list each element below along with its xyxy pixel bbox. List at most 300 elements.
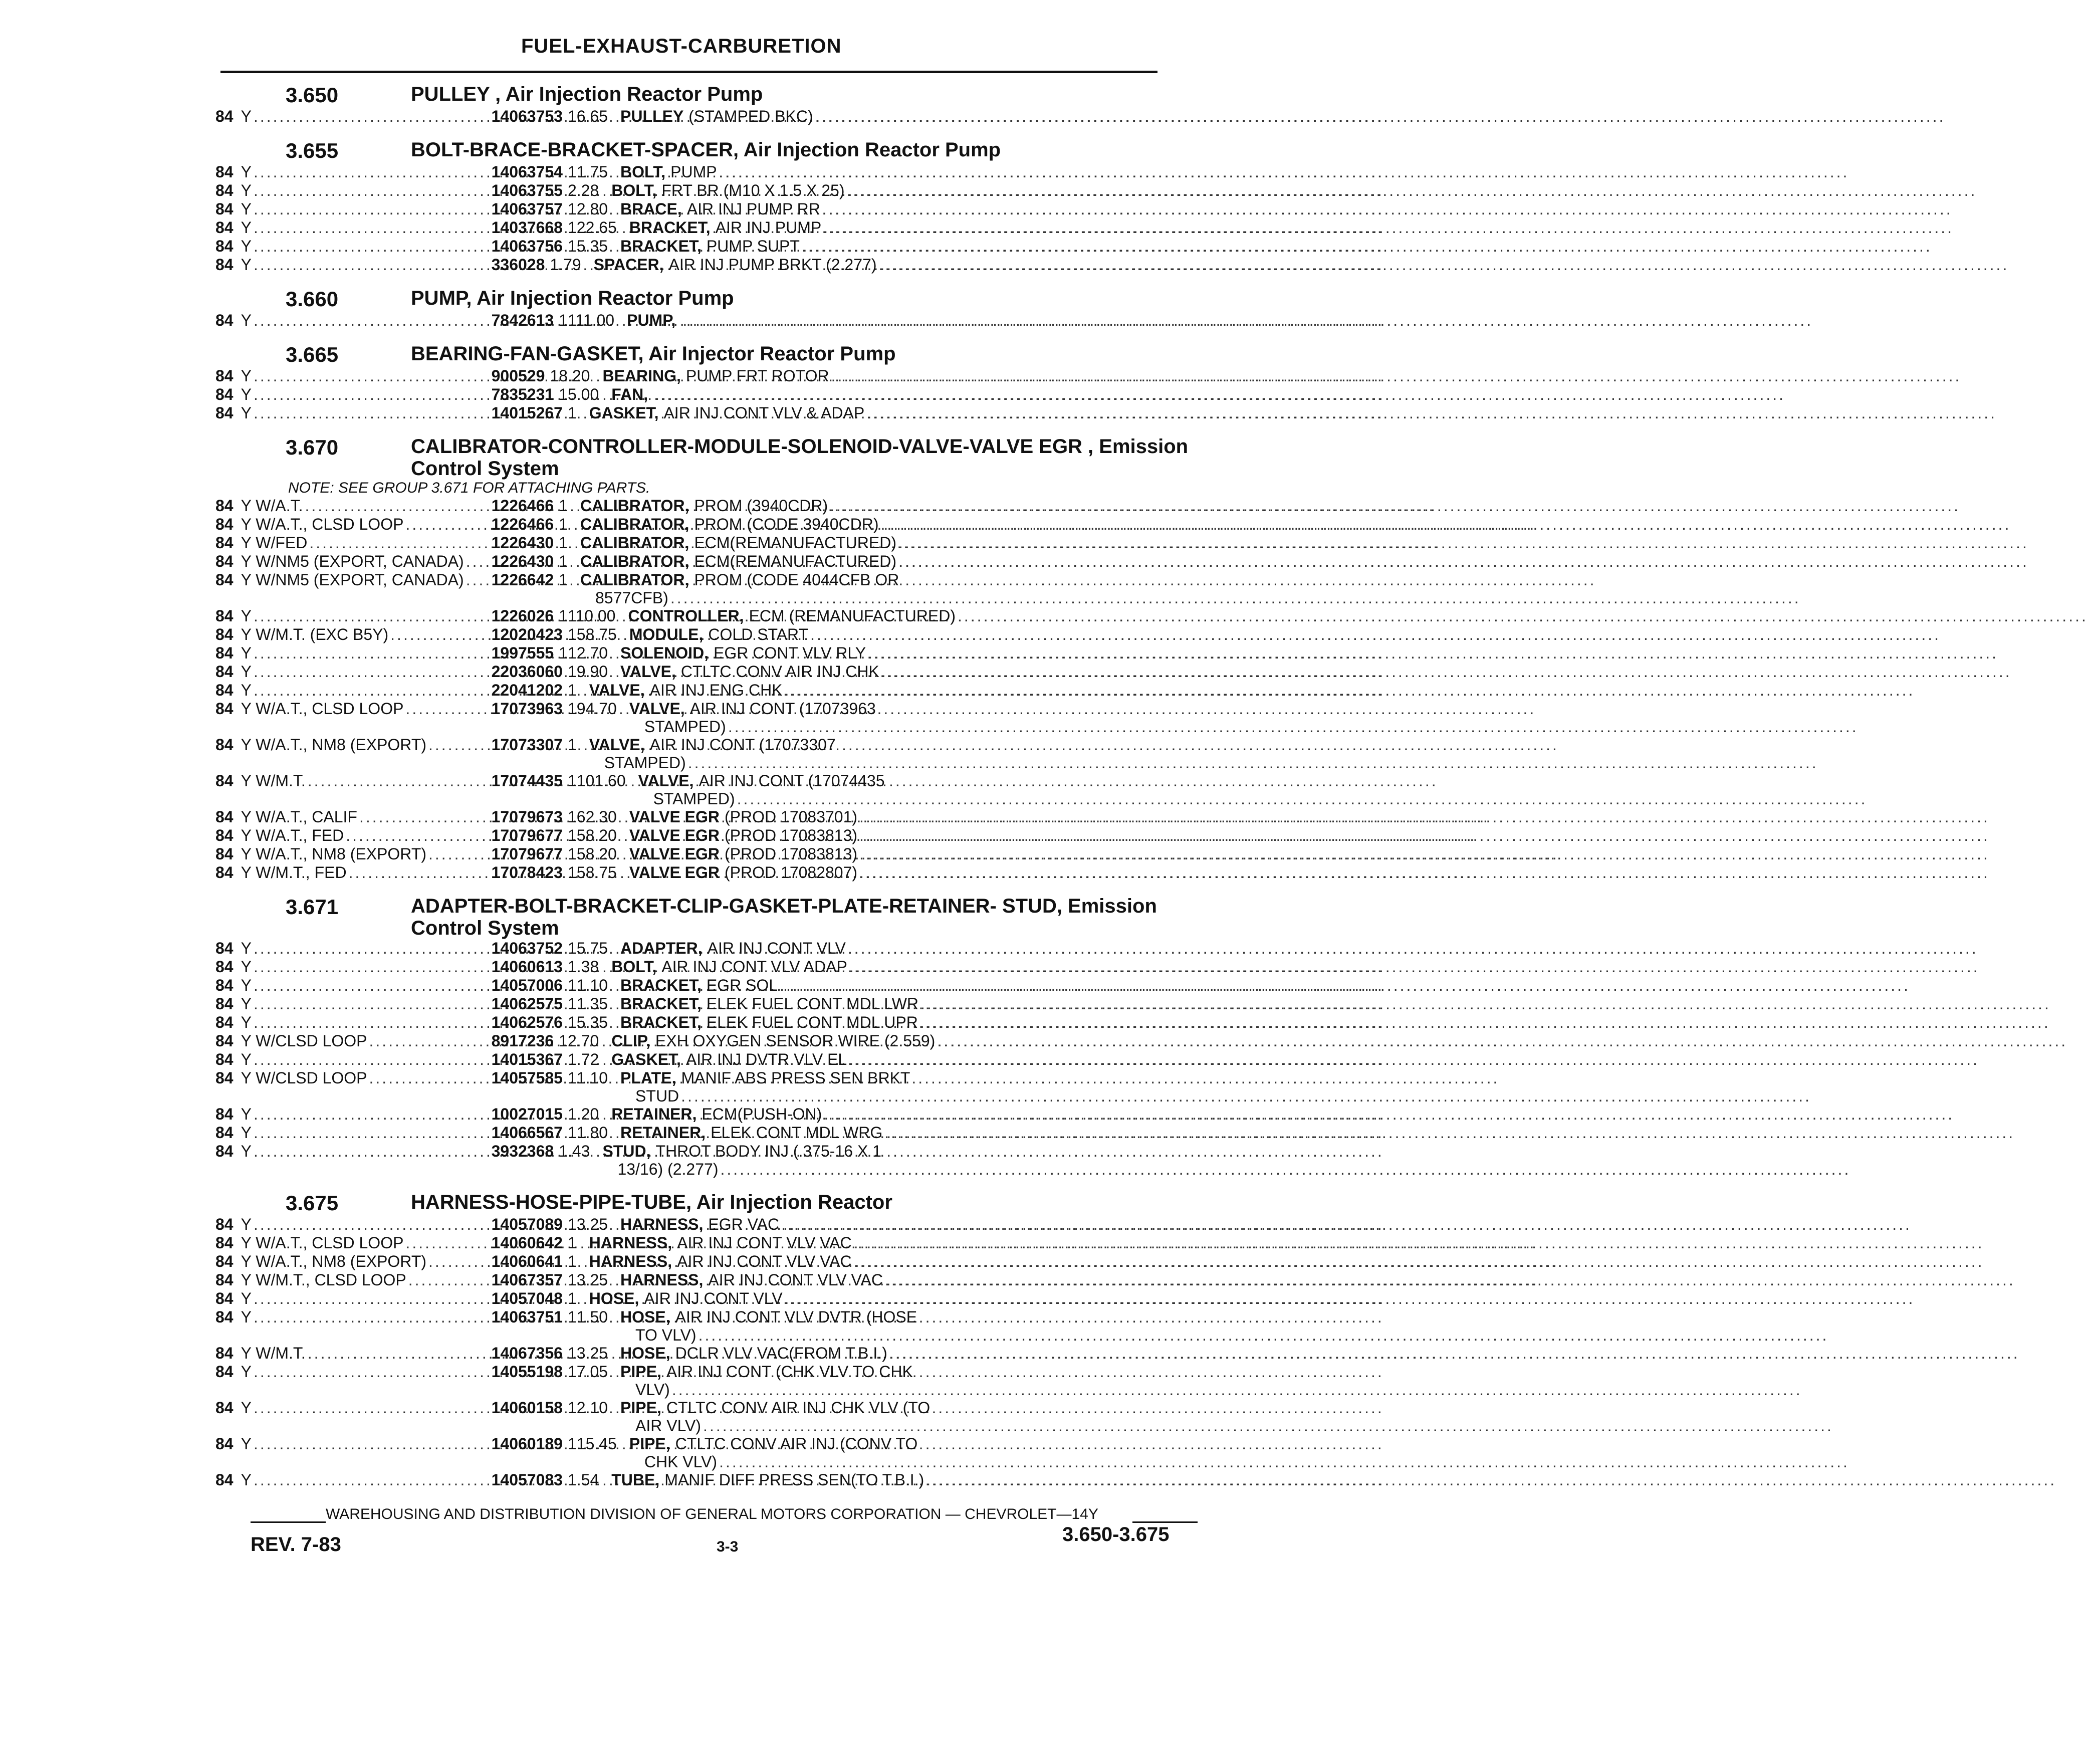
model-year: 84 <box>215 163 234 181</box>
part-row <box>215 1252 1198 1271</box>
price: .54 <box>576 1471 599 1489</box>
leader-dots <box>924 1471 2056 1489</box>
part-row <box>215 845 1198 863</box>
description-line <box>620 644 1998 662</box>
usage <box>234 385 492 403</box>
model-year: 84 <box>215 958 234 976</box>
part-name: RETAINER, <box>620 1124 706 1142</box>
model-year: 84 <box>215 1069 234 1087</box>
model-year: 84 <box>215 1344 234 1362</box>
part-number: 17079673 <box>491 808 563 826</box>
usage <box>234 1471 492 1489</box>
price: 1.75 <box>576 163 608 181</box>
usage <box>234 681 492 699</box>
leader-dots <box>879 515 2011 533</box>
price: 1.50 <box>576 1308 608 1326</box>
leader-dots <box>864 404 1997 422</box>
part-row <box>215 1032 1198 1050</box>
section-number: 3.670 <box>286 435 339 459</box>
quantity: 1 <box>567 736 577 754</box>
quantity: 1 <box>567 1271 577 1289</box>
part-number: 14057585 <box>491 1069 563 1087</box>
part-name: VALVE EGR <box>629 808 720 826</box>
quantity: 1 <box>567 1308 577 1326</box>
description <box>620 237 1932 255</box>
part-number: 1226026 <box>491 607 554 625</box>
usage-text: Y W/M.T., CLSD LOOP <box>241 1271 406 1289</box>
model-year: 84 <box>215 808 234 826</box>
price: 22.65 <box>576 218 617 237</box>
quantity: 1 <box>559 571 568 589</box>
part-name: BRACKET, <box>620 1013 702 1031</box>
part-number: 22036060 <box>491 663 563 681</box>
part-spec: AIR INJ CONT VLV ADAP <box>661 958 847 976</box>
part-spec-continued: TO VLV) <box>635 1326 697 1344</box>
usage-text: Y W/A.T., NM8 (EXPORT) <box>241 736 427 754</box>
description <box>620 976 1910 994</box>
quantity: 1 <box>567 1069 577 1087</box>
leader-dots <box>820 200 1953 218</box>
description-line <box>589 1252 1984 1270</box>
leader-dots <box>653 385 1785 403</box>
leader-dots <box>701 1417 1833 1435</box>
leader-dots <box>697 1326 1829 1344</box>
leader-dots <box>726 718 1859 736</box>
part-spec: ECM(REMANUFACTURED) <box>694 552 896 570</box>
part-number: 1226642 <box>491 571 554 589</box>
usage-text: Y W/M.T. <box>241 772 306 790</box>
quantity: 1 <box>567 845 577 863</box>
part-number: 14067356 <box>491 1344 563 1362</box>
part-number: 12020423 <box>491 625 563 643</box>
part-name: VALVE, <box>629 700 685 718</box>
part-number: 1226430 <box>491 552 554 570</box>
price: .28 <box>576 181 599 199</box>
price: 6.65 <box>576 107 608 125</box>
page-header-title: FUEL-EXHAUST-CARBURETION <box>521 35 842 57</box>
part-number: 1226430 <box>491 534 554 552</box>
part-spec: AIR INJ CONT VLV <box>644 1289 783 1307</box>
description <box>620 1069 1811 1105</box>
part-spec: AIR INJ CONT VLV VAC <box>677 1252 852 1270</box>
part-spec: PROM (3940CDR) <box>694 497 828 515</box>
leader-dots <box>935 1032 2067 1050</box>
leader-dots <box>852 1234 1984 1252</box>
usage <box>234 808 492 826</box>
price: 2.10 <box>576 1399 608 1417</box>
model-year: 84 <box>215 218 234 237</box>
usage-text: Y <box>241 200 252 218</box>
section-title: ADAPTER-BOLT-BRACKET-CLIP-GASKET-PLATE-RETAINER- STUD, Emission Control System <box>411 895 1157 939</box>
part-spec: (PROD 17083813) <box>725 826 858 844</box>
part-name: BOLT, <box>611 181 657 199</box>
part-name: PIPE, <box>620 1399 661 1417</box>
section-number: 3.671 <box>286 895 339 919</box>
leader-dots <box>670 1381 1802 1399</box>
description <box>629 808 1990 826</box>
usage <box>234 736 492 754</box>
description <box>620 1399 1833 1435</box>
part-spec: EGR VAC <box>708 1215 780 1233</box>
model-year: 84 <box>215 1308 234 1326</box>
part-row <box>215 663 1198 681</box>
part-name: CALIBRATOR, <box>580 552 689 570</box>
usage-text: Y W/A.T., CLSD LOOP <box>241 1234 404 1252</box>
usage <box>234 552 492 570</box>
quantity: 1 <box>559 515 568 533</box>
part-row <box>215 1215 1198 1234</box>
quantity: 1 <box>567 1289 577 1307</box>
usage-text: Y W/CLSD LOOP <box>241 1069 367 1087</box>
part-row <box>215 1069 1198 1105</box>
description-continued <box>620 1326 1828 1344</box>
leader-dots <box>887 1344 2020 1362</box>
usage <box>234 1142 492 1160</box>
model-year: 84 <box>215 534 234 552</box>
quantity: 1 <box>559 1142 568 1160</box>
quantity: 1 <box>567 1050 577 1068</box>
description-line <box>620 1399 1833 1417</box>
usage-text: Y <box>241 163 252 181</box>
part-row <box>215 736 1198 772</box>
description <box>589 1252 1984 1270</box>
price: 2.80 <box>576 200 608 218</box>
description-line <box>611 1032 2067 1050</box>
description <box>620 200 1953 218</box>
quantity: 1 <box>559 552 568 570</box>
part-number: 14067357 <box>491 1271 563 1289</box>
section-header <box>215 892 1198 939</box>
usage <box>234 958 492 976</box>
description <box>580 515 2011 533</box>
leader-dots <box>876 256 2009 274</box>
part-row <box>215 1050 1198 1069</box>
part-name: HARNESS, <box>620 1215 704 1233</box>
part-number: 14063755 <box>491 181 563 199</box>
usage <box>234 237 492 255</box>
description-line <box>594 256 2009 274</box>
price: 110.00 <box>567 607 616 625</box>
description-line <box>620 200 1953 218</box>
part-spec: AIR INJ CONT VLV <box>707 939 846 957</box>
price: 94.70 <box>576 700 617 718</box>
part-name: PIPE, <box>629 1435 670 1453</box>
description <box>620 163 1849 181</box>
price: .72 <box>576 1050 599 1068</box>
quantity: 1 <box>567 237 577 255</box>
usage-text: Y <box>241 976 252 994</box>
part-row <box>215 772 1198 808</box>
part-spec: EXH OXYGEN SENSOR WIRE (2.559) <box>655 1032 936 1050</box>
usage <box>234 367 492 385</box>
usage-text: Y <box>241 256 252 274</box>
part-spec: CTLTC CONV AIR INJ (CONV TO <box>675 1435 918 1453</box>
description <box>620 995 2051 1013</box>
model-year: 84 <box>215 1271 234 1289</box>
description <box>580 534 2029 552</box>
footer-division: WAREHOUSING AND DISTRIBUTION DIVISION OF GENERAL MOTORS CORPORATION — CHEVROLET—14Y <box>326 1506 1098 1522</box>
model-year: 84 <box>215 772 234 790</box>
part-name: PULLEY <box>620 107 684 125</box>
model-year: 84 <box>215 1013 234 1031</box>
description <box>594 256 2009 274</box>
description <box>620 644 1998 662</box>
part-spec: COLD START <box>708 625 809 643</box>
part-name: VALVE, <box>638 772 694 790</box>
usage-text: Y <box>241 1363 252 1381</box>
part-name: CALIBRATOR, <box>580 515 689 533</box>
description-line <box>620 1308 1828 1326</box>
quantity: 1 <box>567 826 577 844</box>
description-continued <box>602 1160 1850 1178</box>
usage <box>234 663 492 681</box>
model-year: 84 <box>215 1471 234 1489</box>
part-number: 14062575 <box>491 995 563 1013</box>
usage-text: Y <box>241 367 252 385</box>
description <box>611 181 1977 199</box>
part-number: 14037668 <box>491 218 563 237</box>
description-line <box>638 772 1868 790</box>
price: 5.00 <box>567 385 599 403</box>
price: 3.25 <box>576 1344 608 1362</box>
model-year: 84 <box>215 1142 234 1160</box>
usage <box>234 1050 492 1068</box>
price: 5.75 <box>576 939 608 957</box>
description <box>589 1234 1984 1252</box>
description <box>611 1032 2067 1050</box>
model-year: 84 <box>215 607 234 625</box>
section-number: 3.675 <box>286 1191 339 1215</box>
model-year: 84 <box>215 681 234 699</box>
part-row <box>215 200 1198 218</box>
usage-text: Y <box>241 1435 252 1453</box>
part-spec-continued: 13/16) (2.277) <box>617 1160 719 1178</box>
quantity: 1 <box>567 218 577 237</box>
part-number: 14015367 <box>491 1050 563 1068</box>
description-line <box>629 808 1990 826</box>
description-continued <box>589 754 1818 772</box>
part-spec: MANIF ABS PRESS SEN BRKT <box>681 1069 910 1087</box>
usage <box>234 863 492 881</box>
description-line <box>580 497 1960 515</box>
part-spec: ELEK FUEL CONT MDL LWR <box>706 995 919 1013</box>
section-header <box>215 432 1198 480</box>
quantity: 1 <box>559 644 568 662</box>
leader-dots <box>717 163 1849 181</box>
section-title: BOLT-BRACE-BRACKET-SPACER, Air Injection Reactor Pump <box>411 139 1001 161</box>
leader-dots <box>883 1271 2015 1289</box>
leader-dots <box>882 1124 2015 1142</box>
usage <box>234 163 492 181</box>
description-line <box>629 700 1859 718</box>
model-year: 84 <box>215 845 234 863</box>
part-number: 7842613 <box>491 311 554 329</box>
part-spec: AIR INJ CONT VLV & ADAP <box>663 404 865 422</box>
description-line <box>629 625 1941 643</box>
leader-dots <box>847 1050 1979 1068</box>
footer-rule-right <box>1132 1521 1198 1523</box>
usage-text: Y <box>241 107 252 125</box>
header-rule <box>220 71 1157 73</box>
price: .79 <box>559 256 581 274</box>
description-line <box>580 571 1801 589</box>
part-number: 14060641 <box>491 1252 563 1270</box>
part-number: 14066567 <box>491 1124 563 1142</box>
part-name: BRACKET, <box>629 218 711 237</box>
quantity: 2 <box>567 181 577 199</box>
description <box>580 497 1960 515</box>
part-row <box>215 1234 1198 1252</box>
model-year: 84 <box>215 571 234 589</box>
description-line <box>620 1363 1802 1381</box>
model-year: 84 <box>215 625 234 643</box>
usage <box>234 1344 492 1362</box>
quantity: 1 <box>567 1471 577 1489</box>
usage-text: Y <box>241 958 252 976</box>
usage <box>234 976 492 994</box>
footer-rule-left <box>251 1521 326 1523</box>
section-header <box>215 80 1198 107</box>
quantity: 1 <box>567 1344 577 1362</box>
part-spec: EGR CONT VLV RLY <box>714 644 866 662</box>
description <box>620 939 1978 957</box>
quantity: 1 <box>567 958 577 976</box>
model-year: 84 <box>215 385 234 403</box>
part-number: 17073307 <box>491 736 563 754</box>
section <box>215 1188 1198 1489</box>
part-name: GASKET, <box>589 404 659 422</box>
quantity: 1 <box>567 700 577 718</box>
part-spec: PUMP FRT ROTOR <box>685 367 829 385</box>
description <box>627 311 1813 329</box>
part-spec: PROM (CODE 4044CFB OR <box>694 571 899 589</box>
part-spec: AIR INJ PUMP RR <box>686 200 820 218</box>
part-row <box>215 808 1198 826</box>
price: 101.60 <box>576 772 626 790</box>
section-title: BEARING-FAN-GASKET, Air Injector Reactor Pump <box>411 343 896 365</box>
part-row <box>215 700 1198 736</box>
description-line <box>620 163 1849 181</box>
model-year: 84 <box>215 1050 234 1068</box>
usage-text: Y <box>241 311 252 329</box>
part-row <box>215 1289 1198 1308</box>
model-year: 84 <box>215 939 234 957</box>
description-line <box>589 681 1915 699</box>
description-continued <box>580 589 1801 607</box>
leader-dots <box>896 552 2029 570</box>
description <box>620 1363 1802 1399</box>
description <box>629 700 1859 736</box>
section <box>215 284 1198 330</box>
quantity: 1 <box>567 1013 577 1031</box>
usage <box>234 404 492 422</box>
usage-text: Y W/NM5 (EXPORT, CANADA) <box>241 552 464 570</box>
part-number: 14063751 <box>491 1308 563 1326</box>
usage-text: Y W/A.T., CLSD LOOP <box>241 515 404 533</box>
quantity: 1 <box>567 1105 577 1123</box>
usage-text: Y <box>241 995 252 1013</box>
leader-dots <box>717 1453 1849 1471</box>
price: .38 <box>576 958 599 976</box>
part-number: 8917236 <box>491 1032 554 1050</box>
part-name: HARNESS, <box>620 1271 704 1289</box>
leader-dots <box>918 995 2051 1013</box>
model-year: 84 <box>215 863 234 881</box>
usage <box>234 772 492 790</box>
leader-dots <box>778 976 1910 994</box>
part-spec: (PROD 17083813) <box>725 845 858 863</box>
section-header <box>215 1188 1198 1215</box>
quantity: 1 <box>567 1234 577 1252</box>
description-line <box>611 385 1785 403</box>
part-spec: CTLTC CONV AIR INJ CHK VLV (TO <box>666 1399 931 1417</box>
leader-dots <box>956 607 2088 625</box>
leader-dots <box>783 1289 1915 1307</box>
model-year: 84 <box>215 311 234 329</box>
description <box>620 1271 2015 1289</box>
usage-text: Y <box>241 1308 252 1326</box>
part-spec: AIR INJ CONT (CHK VLV TO CHK <box>666 1363 913 1381</box>
price: 1.10 <box>576 1069 608 1087</box>
description-line <box>602 1142 1850 1160</box>
usage-text: Y W/A.T., CLSD LOOP <box>241 700 404 718</box>
part-number: 14060613 <box>491 958 563 976</box>
description <box>611 1050 1979 1068</box>
description-line <box>580 534 2029 552</box>
part-spec: (PROD 17082807) <box>725 863 858 881</box>
part-row <box>215 1308 1198 1344</box>
quantity: 1 <box>567 200 577 218</box>
description-line <box>620 976 1910 994</box>
part-number: 3932368 <box>491 1142 554 1160</box>
part-number: 1997555 <box>491 644 554 662</box>
description-line <box>589 404 1997 422</box>
part-name: BRACKET, <box>620 976 702 994</box>
part-spec: ECM(REMANUFACTURED) <box>694 534 896 552</box>
description-line <box>611 1050 1979 1068</box>
part-name: HOSE, <box>620 1344 670 1362</box>
part-number: 14063754 <box>491 163 563 181</box>
part-spec: AIR INJ CONT VLV VAC <box>708 1271 883 1289</box>
usage-text: Y <box>241 1215 252 1233</box>
part-row <box>215 1124 1198 1142</box>
description-line <box>620 995 2051 1013</box>
quantity: 1 <box>567 1252 577 1270</box>
part-row <box>215 826 1198 845</box>
part-spec: AIR INJ ENG CHK <box>649 681 783 699</box>
usage <box>234 939 492 957</box>
description <box>629 863 1990 881</box>
section-header <box>215 284 1198 311</box>
part-spec-continued: STAMPED) <box>644 718 726 736</box>
leader-dots <box>686 754 1818 772</box>
part-name: BOLT, <box>620 163 666 181</box>
leader-dots <box>813 107 1946 125</box>
model-year: 84 <box>215 552 234 570</box>
part-spec: AIR INJ PUMP BRKT (2.277) <box>668 256 877 274</box>
quantity: 1 <box>559 607 568 625</box>
section-title: CALIBRATOR-CONTROLLER-MODULE-SOLENOID-VALVE-VALVE EGR , Emission Control System <box>411 435 1189 480</box>
part-name: GASKET, <box>611 1050 681 1068</box>
description <box>620 1344 2020 1362</box>
part-spec: AIR INJ CONT (17073963 <box>689 700 876 718</box>
part-row <box>215 163 1198 181</box>
price: 3.25 <box>576 1271 608 1289</box>
price: 9.90 <box>576 663 608 681</box>
part-row <box>215 681 1198 700</box>
part-row <box>215 1105 1198 1124</box>
description <box>602 367 1961 385</box>
